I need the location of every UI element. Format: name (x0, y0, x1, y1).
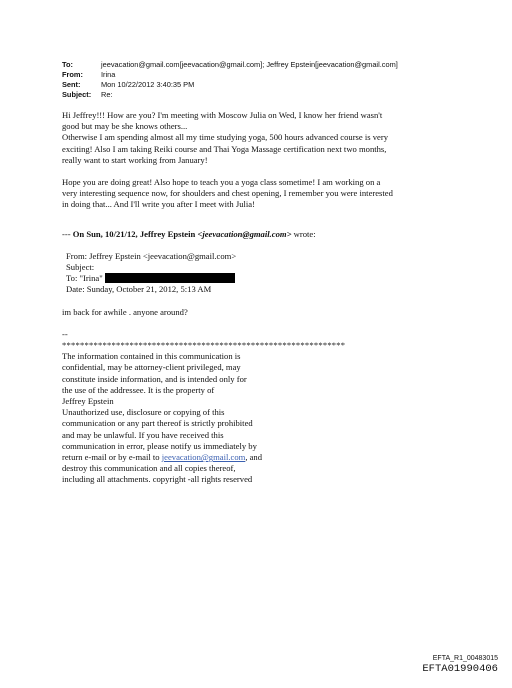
sent-row (62, 80, 482, 90)
message-paragraph-1 (62, 110, 482, 166)
notice-line: communication in error, please notify us immediately by (62, 440, 257, 451)
sent-label: Sent: (62, 80, 81, 89)
quote-date: On Sun, 10/21/12, Jeffrey Epstein (72, 228, 198, 239)
body-line: very interesting sequence now, for shoulders and chest opening, I remember you were interested (62, 188, 393, 199)
quoted-subject: Subject: (66, 262, 95, 273)
notice-line: confidential, may be attorney-client privileged, may (62, 362, 241, 373)
quote-wrote: wrote: (291, 228, 316, 239)
quoted-header (62, 251, 482, 296)
body-line: Hope you are doing great! Also hope to teach you a yoga class sometime! I am working on a (62, 177, 381, 188)
sent-value: Mon 10/22/2012 3:40:35 PM (101, 80, 195, 89)
redaction-box (105, 273, 235, 283)
body-line: exciting! Also I am taking Reiki course and Thai Yoga Massage certification next two months, (62, 143, 387, 154)
from-row (62, 70, 482, 80)
subject-label: Subject: (62, 90, 92, 99)
notice-line: including all attachments. copyright -all rights reserved (62, 474, 253, 485)
quoted-date: Date: Sunday, October 21, 2012, 5:13 AM (66, 284, 212, 295)
notice-line: constitute inside information, and is intended only for (62, 373, 247, 384)
quote-prefix: --- (62, 228, 73, 239)
quoted-from: From: Jeffrey Epstein <jeevacation@gmail.com> (66, 250, 237, 261)
subject-row (62, 90, 482, 100)
efta-ref-2: EFTA01990406 (422, 663, 498, 675)
message-paragraph-2 (62, 177, 482, 211)
confidentiality-notice (62, 351, 482, 485)
to-value: jeevacation@gmail.com[jeevacation@gmail.com]; Jeffrey Epstein[jeevacation@gmail.com] (101, 60, 398, 69)
notice-line: Jeffrey Epstein (62, 396, 114, 407)
quote-attribution (62, 229, 482, 240)
signature-stars: *************************************************************** (62, 340, 346, 351)
efta-ref-1: EFTA_R1_00483015 (432, 655, 498, 662)
body-line: Otherwise I am spending almost all my time studying yoga, 500 hours advanced course is very (62, 132, 389, 143)
notice-line: return e-mail or by e-mail to jeevacation@gmail.com, and (62, 452, 263, 463)
document-footer (422, 654, 498, 675)
body-line: Hi Jeffrey!!! How are you? I'm meeting with Moscow Julia on Wed, I know her friend wasn't (62, 110, 383, 120)
body-line: really want to start working from January! (62, 154, 208, 165)
body-line: good but may be she knows others... (62, 121, 188, 132)
notice-line: The information contained in this communication is (62, 351, 241, 362)
signature-dashes: -- (62, 328, 68, 339)
body-line: in doing that... And I'll write you after I meet with Julia! (62, 199, 255, 210)
quote-email: <jeevacation@gmail.com> (197, 228, 292, 239)
from-value: Irina (101, 70, 116, 79)
notice-line: destroy this communication and all copies thereof, (62, 463, 236, 474)
email-body (62, 110, 482, 486)
from-label: From: (62, 70, 83, 79)
email-link[interactable]: jeevacation@gmail.com (161, 452, 246, 463)
notice-line: the use of the addressee. It is the property of (62, 384, 215, 395)
notice-line: Unauthorized use, disclosure or copying of this (62, 407, 225, 418)
notice-line: communication or any part thereof is strictly prohibited (62, 418, 253, 429)
email-header (62, 60, 482, 100)
to-row (62, 60, 482, 70)
quoted-to: To: "Irina" (66, 273, 482, 284)
to-label: To: (62, 60, 73, 69)
subject-value: Re: (101, 90, 113, 99)
notice-line: and may be unlawful. If you have received this (62, 429, 224, 440)
quoted-message: im back for awhile . anyone around? (62, 306, 188, 317)
